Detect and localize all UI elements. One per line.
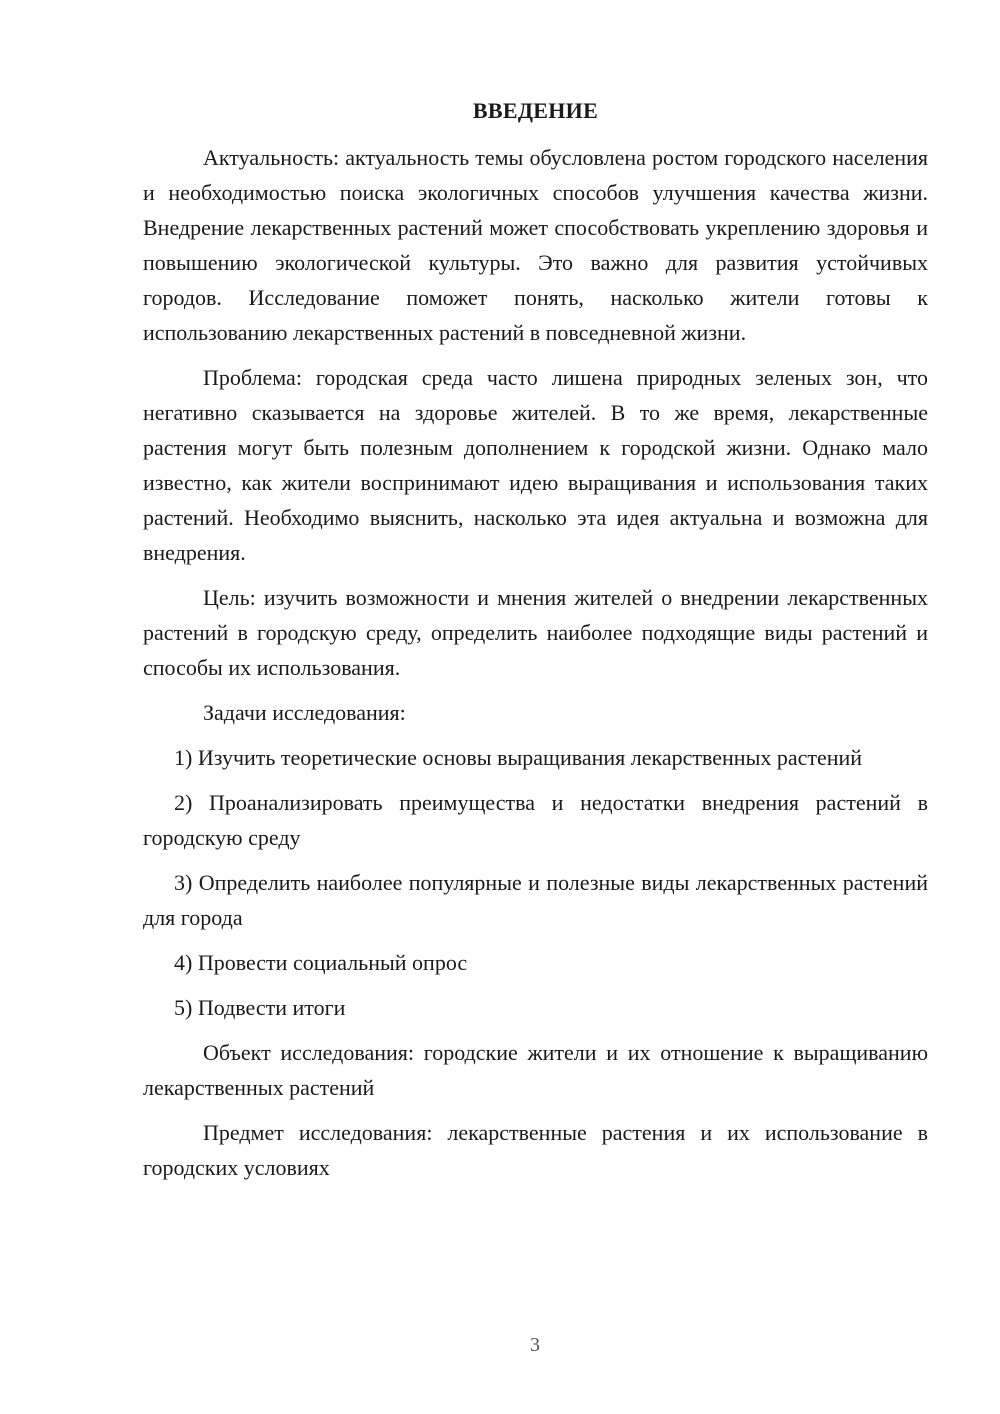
relevance-paragraph: Актуальность: актуальность темы обусловлена ростом городского населения и необходимостью поиска экологичных способов улучшения качества жизни. Внедрение лекарственных растений может способствовать укреплению здоровья и повышению экологической культуры. Это важно для развития устойчивых городов. Исследование поможет понять, насколько жители готовы к использованию лекарственных растений в повседневной жизни.: [143, 145, 928, 345]
section-title: ВВЕДЕНИЕ: [472, 98, 599, 123]
subject-paragraph: Предмет исследования: лекарственные растения и их использование в городских условиях: [143, 1120, 928, 1180]
task-item-5: 5) Подвести итоги: [174, 995, 346, 1020]
object-paragraph: Объект исследования: городские жители и их отношение к выращиванию лекарственных растений: [143, 1040, 928, 1100]
task-item-4: 4) Провести социальный опрос: [174, 950, 468, 975]
page-content: [143, 96, 928, 1195]
page-number: 3: [530, 1334, 540, 1356]
problem-paragraph: Проблема: городская среда часто лишена природных зеленых зон, что негативно сказывается на здоровье жителей. В то же время, лекарственные растения могут быть полезным дополнением к городской жизни. Однако мало известно, как жители воспринимают идею выращивания и использования таких растений. Необходимо выяснить, насколько эта идея актуальна и возможна для внедрения.: [143, 365, 928, 565]
task-item-3: 3) Определить наиболее популярные и полезные виды лекарственных растений для города: [143, 870, 928, 930]
goal-paragraph: Цель: изучить возможности и мнения жителей о внедрении лекарственных растений в городскую среду, определить наиболее подходящие виды растений и способы их использования.: [143, 585, 928, 680]
task-item-1: 1) Изучить теоретические основы выращивания лекарственных растений: [174, 745, 863, 770]
tasks-heading: Задачи исследования:: [203, 700, 406, 725]
tasks-list: [143, 740, 928, 1025]
task-item-2: 2) Проанализировать преимущества и недостатки внедрения растений в городскую среду: [143, 790, 928, 850]
